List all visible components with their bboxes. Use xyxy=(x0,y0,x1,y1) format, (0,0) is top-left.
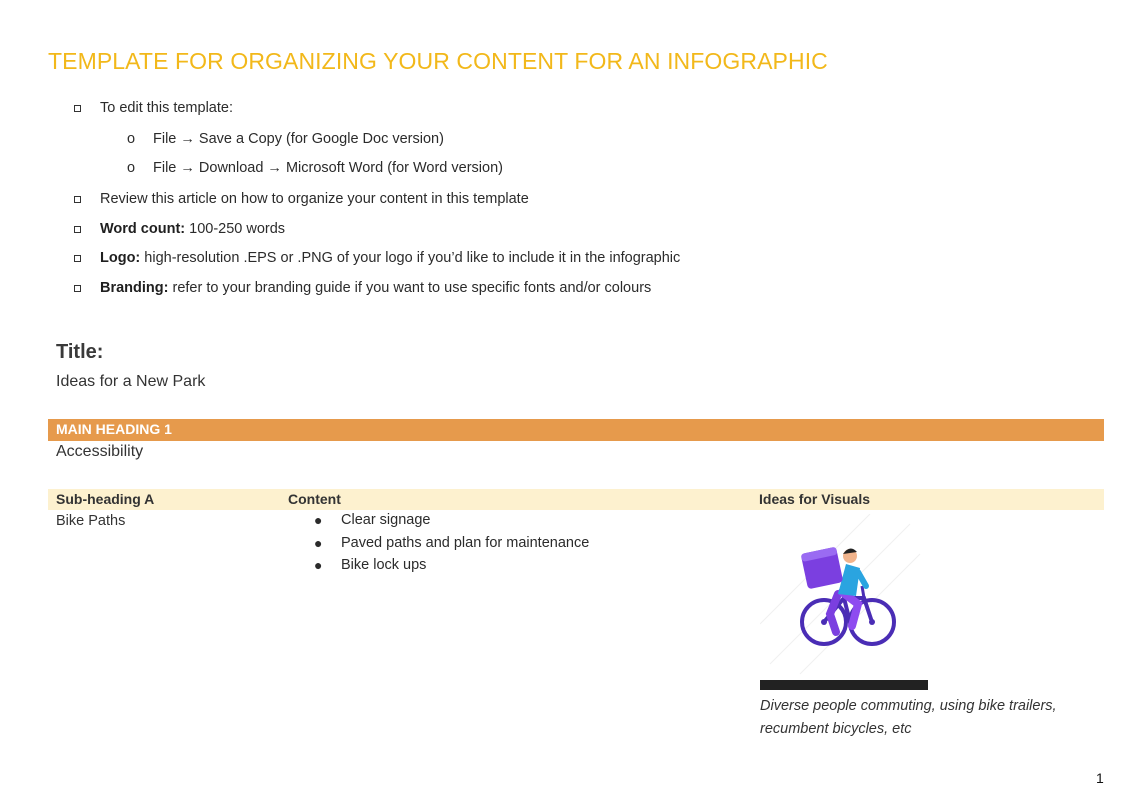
logo-label: Logo: xyxy=(100,250,141,266)
checkbox-icon[interactable] xyxy=(74,105,81,112)
main-heading-bar xyxy=(48,419,1104,441)
branding-value: refer to your branding guide if you want to use specific fonts and/or colours xyxy=(172,280,652,296)
visual-caption: Diverse people commuting, using bike trailers, recumbent bicycles, etc xyxy=(760,698,1057,737)
cyclist-svg xyxy=(760,514,928,680)
subheading-cell: Bike Paths xyxy=(56,513,126,529)
sub-item-text: File → Download → Microsoft Word (for Word version) xyxy=(153,160,503,176)
checkbox-icon[interactable] xyxy=(74,285,81,292)
sub-item-text: File → Save a Copy (for Google Doc version) xyxy=(153,131,444,147)
checklist-text: To edit this template: xyxy=(100,100,233,116)
checklist-text xyxy=(100,221,285,237)
page-number: 1 xyxy=(1096,770,1104,786)
checklist-text xyxy=(100,250,680,266)
cyclist-illustration-icon xyxy=(760,514,928,690)
logo-value: high-resolution .EPS or .PNG of your logo if you’d like to include it in the infographic xyxy=(144,250,681,266)
list-item xyxy=(314,512,589,535)
bullet-marker: ● xyxy=(314,512,323,528)
list-item-text: Paved paths and plan for maintenance xyxy=(341,534,590,551)
branding-label: Branding: xyxy=(100,280,169,296)
page-title: TEMPLATE FOR ORGANIZING YOUR CONTENT FOR AN INFOGRAPHIC xyxy=(48,48,828,74)
list-item-text: Clear signage xyxy=(341,512,431,528)
main-heading-value: Accessibility xyxy=(56,443,144,460)
header-visuals: Ideas for Visuals xyxy=(759,491,871,507)
title-label: Title: xyxy=(56,341,104,363)
bullet-marker: ● xyxy=(314,557,323,573)
list-item-text: Bike lock ups xyxy=(341,557,427,573)
word-count-label: Word count: xyxy=(100,221,186,237)
checkbox-icon[interactable] xyxy=(74,255,81,262)
list-item xyxy=(314,535,589,558)
sub-bullet-marker: o xyxy=(127,160,136,176)
header-content: Content xyxy=(288,491,341,507)
main-heading-label: MAIN HEADING 1 xyxy=(56,421,172,437)
checklist-text xyxy=(100,280,651,296)
header-subheading: Sub-heading A xyxy=(56,491,155,507)
bullet-marker: ● xyxy=(314,534,323,551)
checkbox-icon[interactable] xyxy=(74,196,81,203)
title-value: Ideas for a New Park xyxy=(56,373,206,390)
sub-bullet-marker: o xyxy=(127,131,136,147)
word-count-value: 100-250 words xyxy=(189,221,286,237)
content-bullet-list xyxy=(314,512,589,580)
checklist-text: Review this article on how to organize your content in this template xyxy=(100,191,529,207)
list-item xyxy=(314,557,589,580)
table-header xyxy=(48,489,1104,510)
image-watermark-bar xyxy=(760,680,928,690)
checkbox-icon[interactable] xyxy=(74,226,81,233)
